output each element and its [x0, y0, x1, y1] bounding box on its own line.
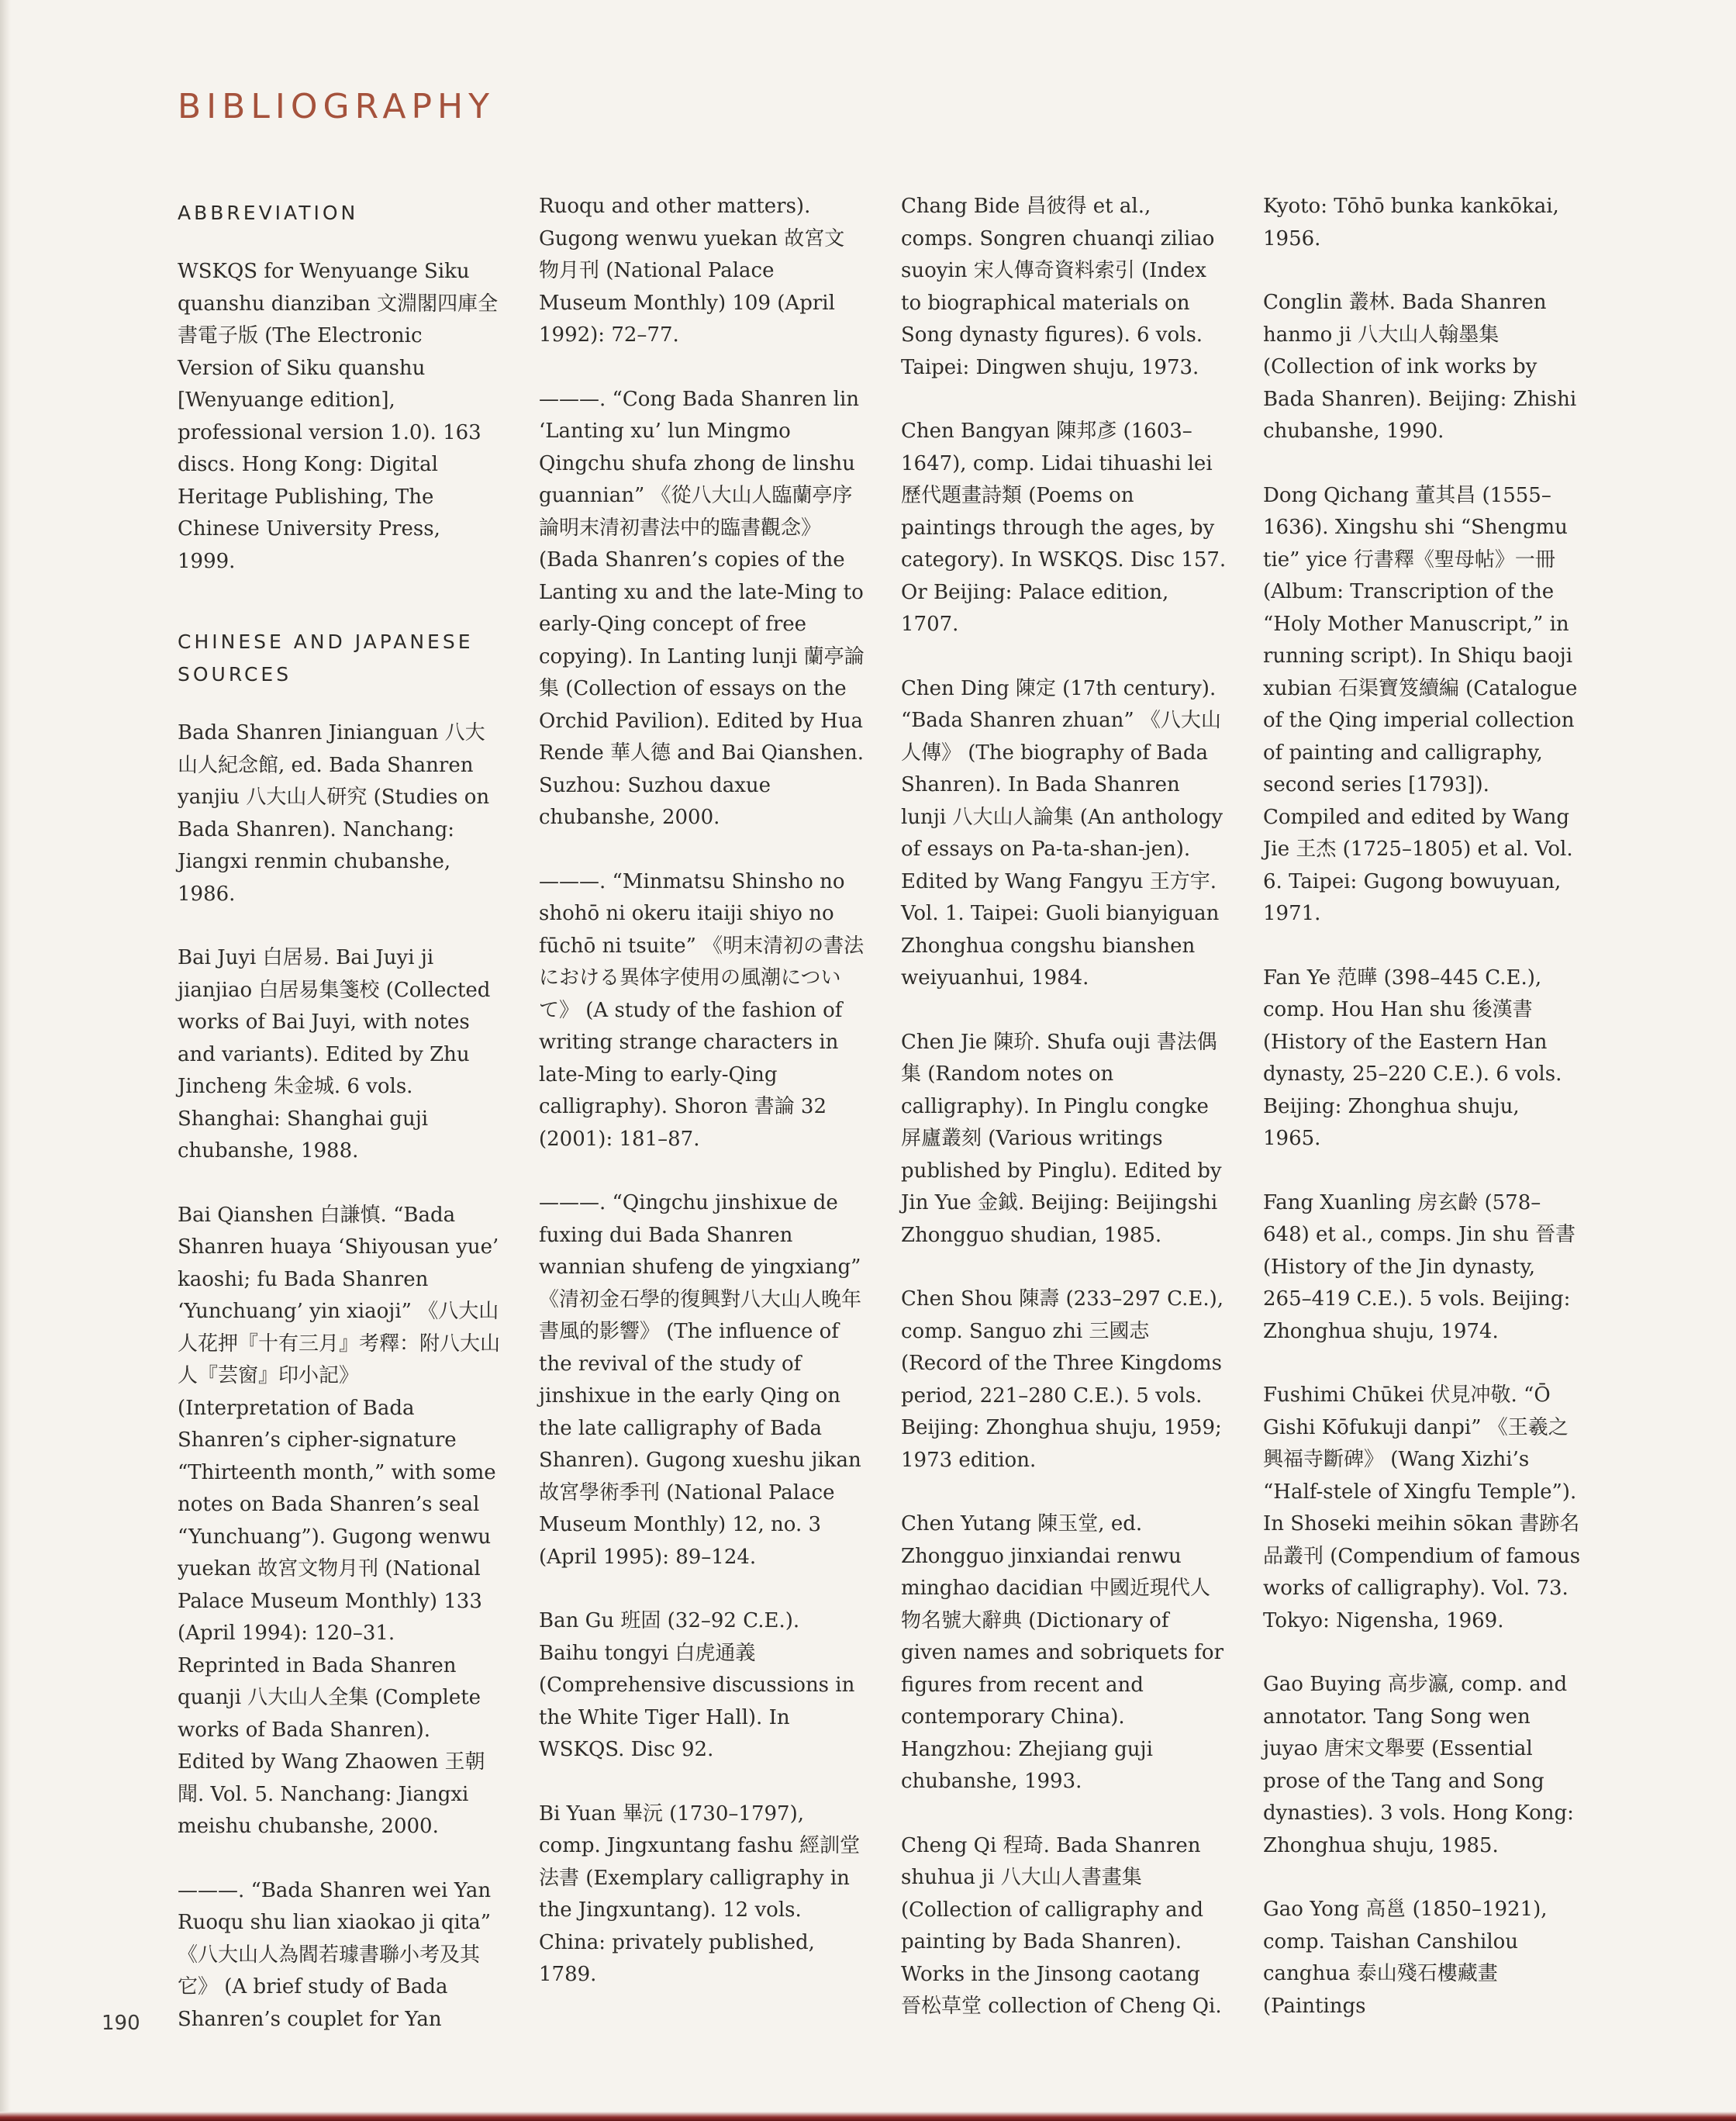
column-4	[1263, 191, 1581, 2018]
bib-entry: Dong Qichang 董其昌 (1555–1636). Xingshu shi “Shengmu tie” yice 行書釋《聖母帖》一冊 (Album: Transcription of the “Holy Mother Manuscript,” in running script). In Shiqu baoji xubian 石渠寶笈續編 (Catalogue of the Qing imperial collection of painting and calligraphy, second series [1793]). Compiled and edited by Wang Jie 王杰 (1725–1805) et al. Vol. 6. Taipei: Gugong bowuyuan, 1971.	[1263, 483, 1578, 925]
bibliography-columns	[178, 191, 1581, 2031]
page-number: 190	[102, 2012, 140, 2035]
column-3	[901, 191, 1227, 2018]
bib-entry: Kyoto: Tōhō bunka kankōkai, 1956.	[1263, 195, 1559, 250]
bib-entry: Chen Ding 陳定 (17th century). “Bada Shanren zhuan” 《八大山人傳》 (The biography of Bada Shanren). In Bada Shanren lunji 八大山人論集 (An anthology of essays on Pa-ta-shan-jen). Edited by Wang Fangyu 王方宇. Vol. 1. Taipei: Guoli bianyiguan Zhonghua congshu bianshen weiyuanhui, 1984.	[901, 676, 1223, 990]
bib-entry: Fang Xuanling 房玄齡 (578–648) et al., comps. Jin shu 晉書 (History of the Jin dynasty, 265–419 C.E.). 5 vols. Beijing: Zhonghua shuju, 1974.	[1263, 1190, 1576, 1343]
column-1	[178, 191, 503, 2031]
bib-entry: Bi Yuan 畢沅 (1730–1797), comp. Jingxuntang fashu 經訓堂法書 (Exemplary calligraphy in the Jingxuntang). 12 vols. China: privately published, 1789.	[539, 1801, 861, 1986]
bib-entry: Gao Yong 高邕 (1850–1921), comp. Taishan Canshilou canghua 泰山殘石樓藏畫 (Paintings	[1263, 1898, 1548, 2018]
section-heading-sources: CHINESE AND JAPANESE SOURCES	[178, 630, 474, 686]
bib-entry: Gao Buying 高步瀛, comp. and annotator. Tang Song wen juyao 唐宋文舉要 (Essential prose of the Tang and Song dynasties). 3 vols. Hong Kong: Zhonghua shuju, 1985.	[1263, 1673, 1574, 1857]
bib-entry: ———. “Minmatsu Shinsho no shohō ni okeru itaiji shiyo no fūchō ni tsuite” 《明末清初の書法における異体字使用の風潮について》 (A study of the fashion of writing strange characters in late-Ming to early-Qing calligraphy). Shoron 書論 32 (2001): 181–87.	[539, 869, 865, 1151]
bib-entry: Chang Bide 昌彼得 et al., comps. Songren chuanqi ziliao suoyin 宋人傳奇資料索引 (Index to biographical materials on Song dynasty figures). 6 vols. Taipei: Dingwen shuju, 1973.	[901, 195, 1215, 379]
bib-entry: Fushimi Chūkei 伏見冲敬. “Ō Gishi Kōfukuji danpi” 《王羲之興福寺斷碑》 (Wang Xizhi’s “Half-stele of Xingfu Temple”). In Shoseki meihin sōkan 書跡名品叢刊 (Compendium of famous works of calligraphy). Vol. 73. Tokyo: Nigensha, 1969.	[1263, 1383, 1581, 1632]
bib-entry: Fan Ye 范曄 (398–445 C.E.), comp. Hou Han shu 後漢書 (History of the Eastern Han dynasty, 25–220 C.E.). 6 vols. Beijing: Zhonghua shuju, 1965.	[1263, 966, 1562, 1150]
bib-entry: Cheng Qi 程琦. Bada Shanren shuhua ji 八大山人書畫集 (Collection of calligraphy and painting by Bada Shanren). Works in the Jinsong caotang 晉松草堂 collection of Cheng Qi.	[901, 1833, 1222, 2018]
page-left-edge	[0, 0, 11, 2121]
bib-entry: Ruoqu and other matters). Gugong wenwu yuekan 故宮文物月刊 (National Palace Museum Monthly) 109 (April 1992): 72–77.	[539, 195, 845, 347]
bib-entry: Bai Juyi 白居易. Bai Juyi ji jianjiao 白居易集箋校 (Collected works of Bai Juyi, with notes and variants). Edited by Zhu Jincheng 朱金城. 6 vols. Shanghai: Shanghai guji chubanshe, 1988.	[178, 946, 491, 1162]
bib-entry: Bada Shanren Jinianguan 八大山人紀念館, ed. Bada Shanren yanjiu 八大山人研究 (Studies on Bada Shanren). Nanchang: Jiangxi renmin chubanshe, 1986.	[178, 721, 490, 906]
bib-entry: ———. “Qingchu jinshixue de fuxing dui Bada Shanren wannian shufeng de yingxiang” 《清初金石學的復興對八大山人晚年書風的影響》 (The influence of the revival of the study of jinshixue in the early Qing on the late calligraphy of Bada Shanren). Gugong xueshu jikan 故宮學術季刊 (National Palace Museum Monthly) 12, no. 3 (April 1995): 89–124.	[539, 1191, 862, 1569]
bib-entry: ———. “Bada Shanren wei Yan Ruoqu shu lian xiaokao ji qita” 《八大山人為閻若璩書聯小考及其它》 (A brief study of Bada Shanren’s couplet for Yan	[178, 1878, 492, 2031]
bib-entry: Chen Jie 陳玠. Shufa ouji 書法偶集 (Random notes on calligraphy). In Pinglu congke 屏廬叢刻 (Various writings published by Pinglu). Edited by Jin Yue 金鉞. Beijing: Beijingshi Zhongguo shudian, 1985.	[901, 1030, 1222, 1247]
bib-entry: Chen Shou 陳壽 (233–297 C.E.), comp. Sanguo zhi 三國志 (Record of the Three Kingdoms period, 221–280 C.E.). 5 vols. Beijing: Zhonghua shuju, 1959; 1973 edition.	[901, 1287, 1224, 1472]
bib-entry: Chen Yutang 陳玉堂, ed. Zhongguo jinxiandai renwu minghao dacidian 中國近現代人物名號大辭典 (Dictionary of given names and sobriquets for figures from recent and contemporary China). Hangzhou: Zhejiang guji chubanshe, 1993.	[901, 1512, 1224, 1793]
page-bottom-edge	[0, 2112, 1736, 2121]
bib-entry: ———. “Cong Bada Shanren lin ‘Lanting xu’ lun Mingmo Qingchu shufa zhong de linshu guannian” 《從八大山人臨蘭亭序論明末清初書法中的臨書觀念》 (Bada Shanren’s copies of the Lanting xu and the late-Ming to early-Qing concept of free copying). In Lanting lunji 蘭亭論集 (Collection of essays on the Orchid Pavilion). Edited by Hua Rende 華人德 and Bai Qianshen. Suzhou: Suzhou daxue chubanshe, 2000.	[539, 387, 865, 829]
bib-entry: Bai Qianshen 白謙慎. “Bada Shanren huaya ‘Shiyousan yue’ kaoshi; fu Bada Shanren ‘Yunchuang’ yin xiaoji” 《八大山人花押『十有三月』考釋：附八大山人『芸窗』印小記》 (Interpretation of Bada Shanren’s cipher-signature “Thirteenth month,” with some notes on Bada Shanren’s seal “Yunchuang”). Gugong wenwu yuekan 故宮文物月刊 (National Palace Museum Monthly) 133 (April 1994): 120–31. Reprinted in Bada Shanren quanji 八大山人全集 (Complete works of Bada Shanren). Edited by Wang Zhaowen 王朝聞. Vol. 5. Nanchang: Jiangxi meishu chubanshe, 2000.	[178, 1203, 501, 1838]
section-heading-abbreviation: ABBREVIATION	[178, 202, 359, 224]
page-title: BIBLIOGRAPHY	[178, 87, 495, 126]
bib-entry: Conglin 叢林. Bada Shanren hanmo ji 八大山人翰墨集 (Collection of ink works by Bada Shanren). Beijing: Zhishi chubanshe, 1990.	[1263, 291, 1577, 443]
column-2	[539, 191, 865, 1986]
abbreviation-entry: WSKQS for Wenyuange Siku quanshu dianziban 文淵閣四庫全書電子版 (The Electronic Version of Siku quanshu [Wenyuange edition], professional version 1.0). 163 discs. Hong Kong: Digital Heritage Publishing, The Chinese University Press, 1999.	[178, 260, 499, 573]
bib-entry: Chen Bangyan 陳邦彥 (1603–1647), comp. Lidai tihuashi lei 歷代題畫詩類 (Poems on paintings through the ages, by category). In WSKQS. Disc 157. Or Beijing: Palace edition, 1707.	[901, 420, 1227, 636]
bib-entry: Ban Gu 班固 (32–92 C.E.). Baihu tongyi 白虎通義 (Comprehensive discussions in the White Tiger Hall). In WSKQS. Disc 92.	[539, 1609, 855, 1761]
